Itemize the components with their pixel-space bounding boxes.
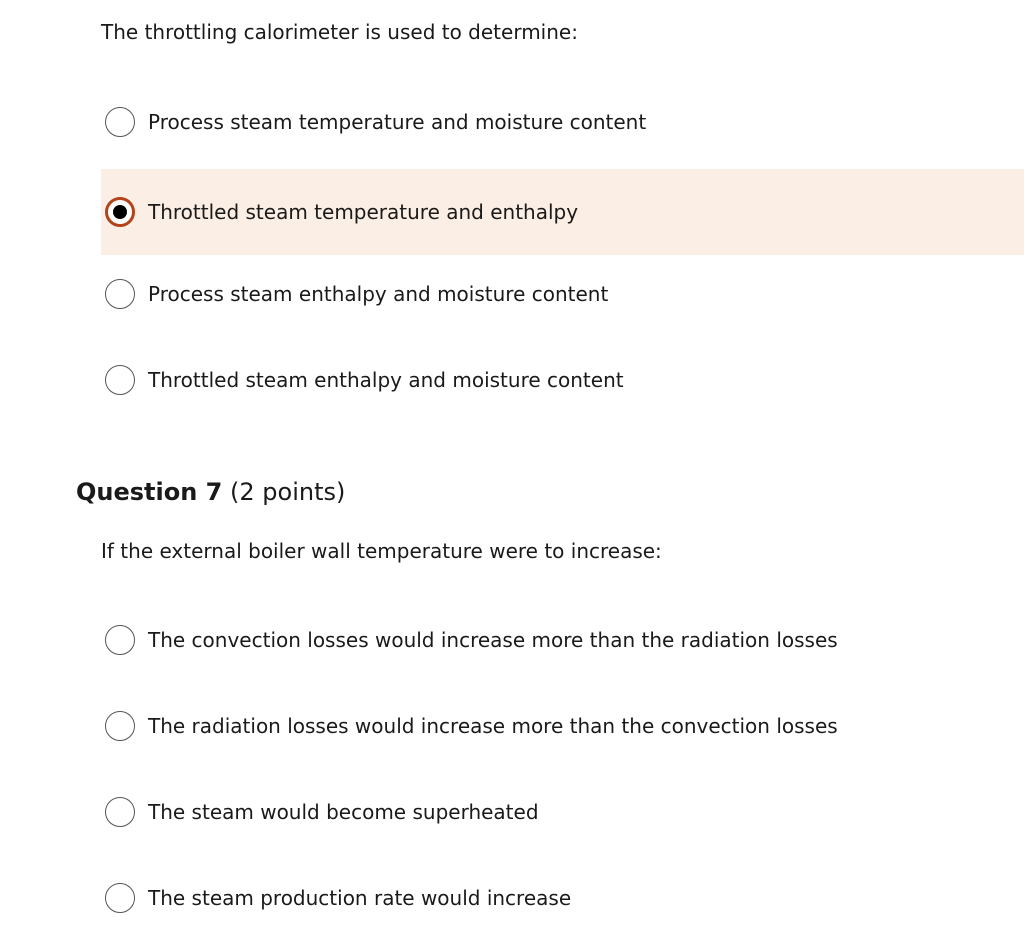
q7-option-2[interactable]: The radiation losses would increase more than the convection losses (101, 683, 1024, 769)
radio-button[interactable] (105, 797, 135, 827)
radio-button[interactable] (105, 625, 135, 655)
radio-button-checked[interactable] (105, 197, 135, 227)
q6-option-4[interactable]: Throttled steam enthalpy and moisture content (101, 337, 1024, 423)
q6-option-1[interactable]: Process steam temperature and moisture content (101, 79, 1024, 165)
q7-option-1[interactable]: The convection losses would increase more than the radiation losses (101, 597, 1024, 683)
radio-button[interactable] (105, 711, 135, 741)
question-title: Question 7 (76, 478, 223, 506)
radio-dot-icon (113, 205, 127, 219)
question-6-prompt: The throttling calorimeter is used to determine: (101, 20, 578, 44)
radio-button[interactable] (105, 365, 135, 395)
radio-button[interactable] (105, 883, 135, 913)
q7-option-3[interactable]: The steam would become superheated (101, 769, 1024, 855)
question-7-prompt: If the external boiler wall temperature were to increase: (101, 539, 662, 563)
question-points: (2 points) (230, 478, 346, 506)
q6-option-3[interactable]: Process steam enthalpy and moisture content (101, 251, 1024, 337)
radio-button[interactable] (105, 279, 135, 309)
question-7-header (76, 478, 345, 506)
q7-option-4[interactable]: The steam production rate would increase (101, 855, 1024, 941)
radio-button[interactable] (105, 107, 135, 137)
q6-option-2-selected[interactable]: Throttled steam temperature and enthalpy (101, 169, 1024, 255)
